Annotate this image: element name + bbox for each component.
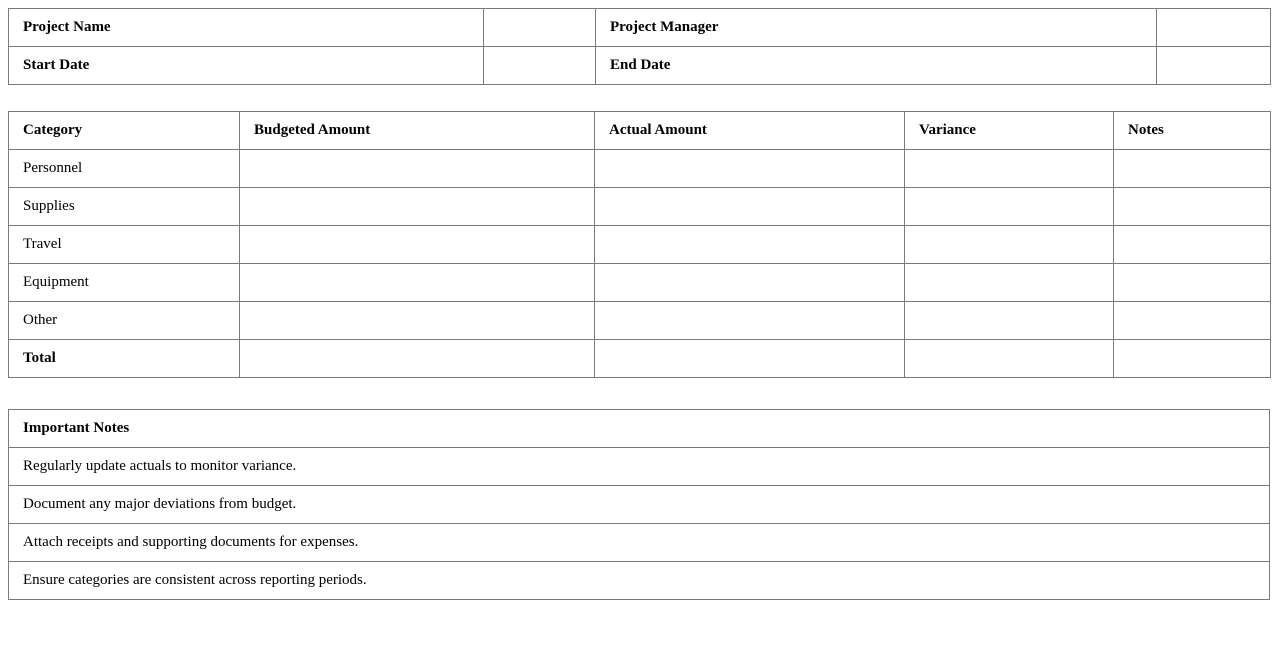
project-manager-value[interactable] xyxy=(1157,9,1271,47)
start-date-label: Start Date xyxy=(9,47,484,85)
row-budgeted-amount[interactable] xyxy=(240,226,595,264)
row-actual-amount[interactable] xyxy=(595,150,905,188)
list-item xyxy=(9,486,1270,524)
important-notes-table xyxy=(8,409,1270,600)
end-date-value[interactable] xyxy=(1157,47,1271,85)
row-budgeted-amount[interactable] xyxy=(240,302,595,340)
row-actual-amount[interactable] xyxy=(595,264,905,302)
row-variance[interactable] xyxy=(905,302,1114,340)
important-notes-title: Important Notes xyxy=(9,410,1270,448)
header-actual-amount: Actual Amount xyxy=(595,112,905,150)
list-item xyxy=(9,524,1270,562)
total-label: Total xyxy=(9,340,240,378)
row-budgeted-amount[interactable] xyxy=(240,264,595,302)
row-variance[interactable] xyxy=(905,188,1114,226)
header-category: Category xyxy=(9,112,240,150)
end-date-label: End Date xyxy=(596,47,1157,85)
start-date-value[interactable] xyxy=(484,47,596,85)
total-notes[interactable] xyxy=(1114,340,1271,378)
budget-table xyxy=(8,111,1271,378)
table-row xyxy=(9,150,1271,188)
row-notes[interactable] xyxy=(1114,264,1271,302)
row-variance[interactable] xyxy=(905,226,1114,264)
row-budgeted-amount[interactable] xyxy=(240,188,595,226)
row-category: Supplies xyxy=(9,188,240,226)
header-variance: Variance xyxy=(905,112,1114,150)
project-manager-label: Project Manager xyxy=(596,9,1157,47)
notes-header-row xyxy=(9,410,1270,448)
row-category: Personnel xyxy=(9,150,240,188)
note-text: Document any major deviations from budget. xyxy=(9,486,1270,524)
project-info-row xyxy=(9,47,1271,85)
project-info-row xyxy=(9,9,1271,47)
row-notes[interactable] xyxy=(1114,188,1271,226)
row-category: Other xyxy=(9,302,240,340)
row-variance[interactable] xyxy=(905,150,1114,188)
note-text: Ensure categories are consistent across reporting periods. xyxy=(9,562,1270,600)
row-notes[interactable] xyxy=(1114,150,1271,188)
table-row xyxy=(9,264,1271,302)
row-budgeted-amount[interactable] xyxy=(240,150,595,188)
table-row xyxy=(9,302,1271,340)
header-notes: Notes xyxy=(1114,112,1271,150)
note-text: Attach receipts and supporting documents for expenses. xyxy=(9,524,1270,562)
project-name-value[interactable] xyxy=(484,9,596,47)
budget-header-row xyxy=(9,112,1271,150)
row-notes[interactable] xyxy=(1114,302,1271,340)
row-actual-amount[interactable] xyxy=(595,302,905,340)
project-name-label: Project Name xyxy=(9,9,484,47)
row-actual-amount[interactable] xyxy=(595,188,905,226)
total-budgeted-amount[interactable] xyxy=(240,340,595,378)
table-row xyxy=(9,226,1271,264)
row-category: Equipment xyxy=(9,264,240,302)
total-row xyxy=(9,340,1271,378)
note-text: Regularly update actuals to monitor variance. xyxy=(9,448,1270,486)
project-info-table xyxy=(8,8,1271,85)
list-item xyxy=(9,448,1270,486)
row-category: Travel xyxy=(9,226,240,264)
header-budgeted-amount: Budgeted Amount xyxy=(240,112,595,150)
row-variance[interactable] xyxy=(905,264,1114,302)
row-actual-amount[interactable] xyxy=(595,226,905,264)
list-item xyxy=(9,562,1270,600)
table-row xyxy=(9,188,1271,226)
total-actual-amount[interactable] xyxy=(595,340,905,378)
row-notes[interactable] xyxy=(1114,226,1271,264)
total-variance[interactable] xyxy=(905,340,1114,378)
